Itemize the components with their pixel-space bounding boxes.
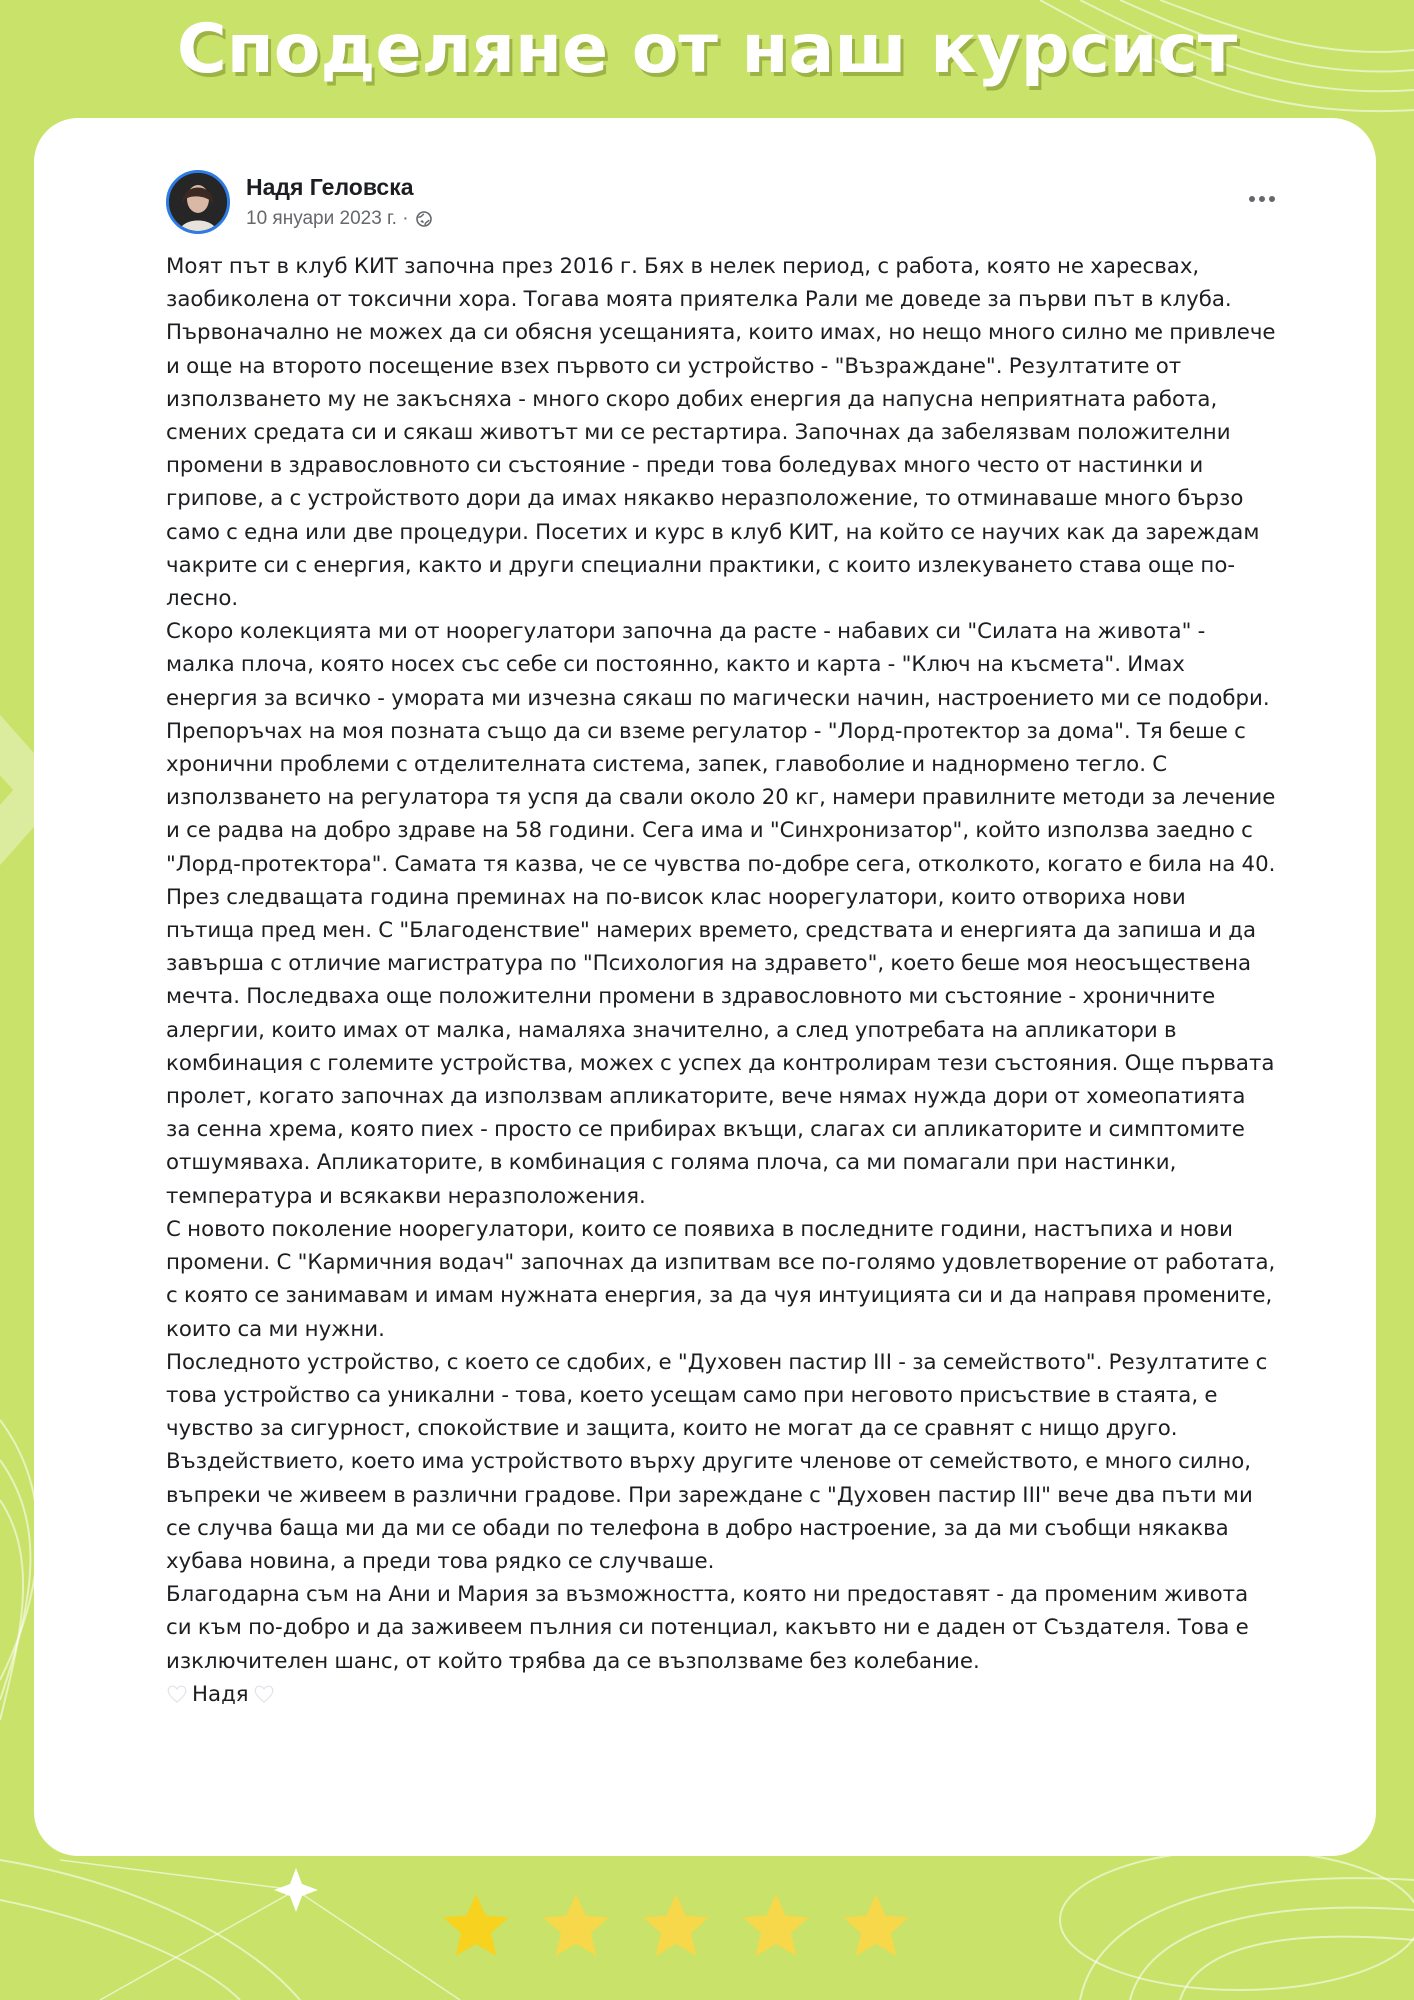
- more-dot-icon: [1259, 196, 1265, 202]
- globe-icon: [415, 210, 433, 228]
- post-header: [166, 170, 1266, 236]
- more-dot-icon: [1269, 196, 1275, 202]
- post-paragraph: Благодарна съм на Ани и Мария за възможността, която ни предоставят - да променим живота си към по-добро и да заживеем пълния си потенциал, какъвто ни е даден от Създателя. Това е изключителен шанс, от който трябва да се възползваме без колебание.: [166, 1582, 1249, 1674]
- post-paragraph: Моят път в клуб КИТ започна през 2016 г. Бях в нелек период, с работа, която не харесвах, заобиколена от токсични хора. Тогава моята приятелка Рали ме доведе за първи път в клуба. Първоначално не можех да си обясня усещанията, които имах, но нещо много силно ме привлече и още на второто посещение взех първото си устройство - "Възраждане". Резултатите от използването му не закъсняха - много скоро добих енергия да напусна неприятната работа, смених средата си и сякаш животът ми се рестартира. Започнах да забелязвам положителни промени в здравословното си състояние - преди това боледувах много често от настинки и грипове, а с устройството дори да имах някакво неразположение, то отминаваше много бързо само с една или две процедури. Посетих и курс в клуб КИТ, на който се научих как да зареждам чакрите си с енергия, както и други специални практики, с които излекуването става още по-лесно.: [166, 254, 1276, 612]
- post-paragraph: През следващата година преминах на по-висок клас ноорегулатори, които отвориха нови пътища пред мен. С "Благоденствие" намерих времето, средствата и енергията да запиша и да завърша с отличие магистратура по "Психология на здравето", което беше моя неосъществена мечта. Последваха още положителни промени в здравословното ми състояние - хроничните алергии, които имах от малка, намаляха значително, а след употребата на апликатори в комбинация с големите устройства, можех с успех да контролирам тези състояния. Още първата пролет, когато започнах да използвам апликаторите, вече нямах нужда дори от хомеопатията за сенна хрема, която пиех - просто се прибирах вкъщи, слагах си апликаторите и симптомите отшумяваха. Апликаторите, в комбинация с голяма плоча, са ми помагали при настинки, температура и всякакви неразположения.: [166, 884, 1275, 1209]
- post-meta: [246, 208, 433, 230]
- page-title: Споделяне от наш курсист: [176, 10, 1238, 89]
- more-dot-icon: [1249, 196, 1255, 202]
- star-rating: [440, 1890, 980, 1970]
- signature-name: Надя: [192, 1681, 249, 1707]
- post-paragraph: Препоръчах на моя позната също да си вземе регулатор - "Лорд-протектор за дома". Тя беше с хронични проблеми с отделителната система, запек, главоболие и наднормено тегло. С използването на регулатора тя успя да свали около 20 кг, намери правилните методи за лечение и се радва на добро здраве на 58 години. Сега има и "Синхронизатор", който използва заедно с "Лорд-протектора". Самата тя казва, че се чувства по-добре сега, отколкото, когато е била на 40.: [166, 718, 1276, 877]
- star-icon: [440, 1890, 512, 1962]
- post-date[interactable]: 10 януари 2023 г. ·: [246, 208, 409, 229]
- avatar[interactable]: [166, 170, 230, 234]
- post-paragraph: Скоро колекцията ми от ноорегулатори започна да расте - набавих си "Силата на живота" - малка плоча, която носех със себе си постоянно, както и карта - "Ключ на късмета". Имах енергия за всичко - умората ми изчезна сякаш по магически начин, настроението ми се подобри.: [166, 619, 1270, 711]
- post-signature: [166, 1678, 1276, 1711]
- post-card: [34, 118, 1376, 1856]
- star-icon: [740, 1890, 812, 1962]
- author-name[interactable]: Надя Геловска: [246, 174, 414, 200]
- star-icon: [540, 1890, 612, 1962]
- post-paragraph: С новото поколение ноорегулатори, които се появиха в последните години, настъпиха и нови промени. С "Кармичния водач" започнах да изпитвам все по-голямо удовлетворение от работата, с която се занимавам и имам нужната енергия, за да чуя интуицията си и да направя промените, които са ми нужни.: [166, 1216, 1276, 1342]
- more-options-button[interactable]: [1242, 184, 1282, 214]
- post-body: [166, 250, 1276, 1711]
- star-icon: [640, 1890, 712, 1962]
- heart-icon: [166, 1684, 188, 1704]
- star-icon: [840, 1890, 912, 1962]
- post-paragraph: Последното устройство, с което се сдобих, е "Духовен пастир III - за семейството". Резултатите с това устройство са уникални - това, което усещам само при неговото присъствие в стаята, е чувство за сигурност, спокойствие и защита, които не могат да се сравнят с нищо друго. Въздействието, което има устройството върху другите членове от семейството, е много силно, въпреки че живеем в различни градове. При зареждане с "Духовен пастир III" вече два пъти ми се случва баща ми да ми се обади по телефона в добро настроение, за да ми съобщи някаква хубава новина, а преди това рядко се случваше.: [166, 1349, 1268, 1574]
- heart-icon: [253, 1684, 275, 1704]
